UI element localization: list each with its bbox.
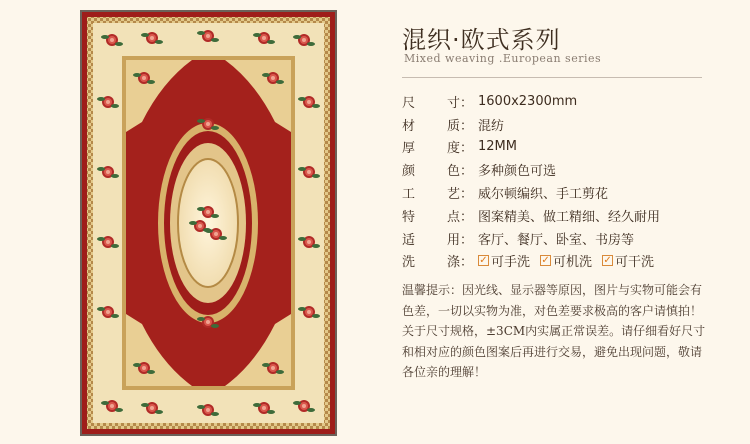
wash-option-hand: ✓ 可手洗 xyxy=(479,254,531,271)
checkmark-icon: ✓ xyxy=(479,254,488,266)
spec-row-thickness: 厚 度 ： 12MM xyxy=(402,139,517,157)
spec-label: 特 点 xyxy=(402,209,460,225)
spec-label: 材 质 xyxy=(402,118,460,134)
spec-value: 多种颜色可选 xyxy=(478,164,557,180)
divider xyxy=(402,77,702,78)
spec-row-size: 尺 寸 ： 1600x2300mm xyxy=(402,93,578,111)
spec-label: 尺 寸 xyxy=(402,95,460,111)
page-title: 混织·欧式系列 xyxy=(402,26,561,54)
page-subtitle: Mixed weaving .European series xyxy=(404,52,602,65)
spec-value: 12MM xyxy=(478,139,517,155)
carpet-image xyxy=(80,10,337,436)
checkmark-icon: ✓ xyxy=(603,254,612,266)
spec-value: 1600x2300mm xyxy=(478,93,578,109)
spec-row-washing: 洗 涤 ： ✓ 可手洗 ✓ 可机洗 ✓ 可干洗 xyxy=(402,250,722,273)
spec-label: 厚 度 xyxy=(402,141,460,157)
checkmark-icon: ✓ xyxy=(541,254,550,266)
spec-row-material: 材 质 ： 混纺 xyxy=(402,113,722,136)
spec-label: 颜 色 xyxy=(402,164,460,180)
spec-row-color: 颜 色 ： 多种颜色可选 xyxy=(402,158,722,181)
spec-value: 混纺 xyxy=(478,118,505,134)
wash-option-machine: ✓ 可机洗 xyxy=(541,254,593,271)
spec-list xyxy=(402,90,722,272)
wash-option-dry: ✓ 可干洗 xyxy=(603,254,655,271)
wash-options xyxy=(478,251,654,270)
spec-label: 适 用 xyxy=(402,232,460,248)
spec-row-craft: 工 艺 ： 威尔顿编织、手工剪花 xyxy=(402,181,722,204)
spec-row-features: 特 点 ： 图案精美、做工精细、经久耐用 xyxy=(402,204,722,227)
spec-label: 洗 涤 xyxy=(402,255,460,271)
spec-label: 工 艺 xyxy=(402,187,460,203)
spec-value: 图案精美、做工精细、经久耐用 xyxy=(478,209,661,225)
spec-row-usage: 适 用 ： 客厅、餐厅、卧室、书房等 xyxy=(402,227,722,250)
spec-value: 客厅、餐厅、卧室、书房等 xyxy=(478,232,635,248)
carpet-pattern xyxy=(82,12,335,434)
spec-value: 威尔顿编织、手工剪花 xyxy=(478,187,609,203)
notice-text: 温馨提示：因光线、显示器等原因，图片与实物可能会有色差，一切以实物为准，对色差要求极高的客户请慎拍！关于尺寸规格，±3CM内实属正常误差。请仔细看好尺寸和相对应的颜色图案后再进行交易，避免出现问题，敬请各位亲的理解！ xyxy=(402,283,706,380)
